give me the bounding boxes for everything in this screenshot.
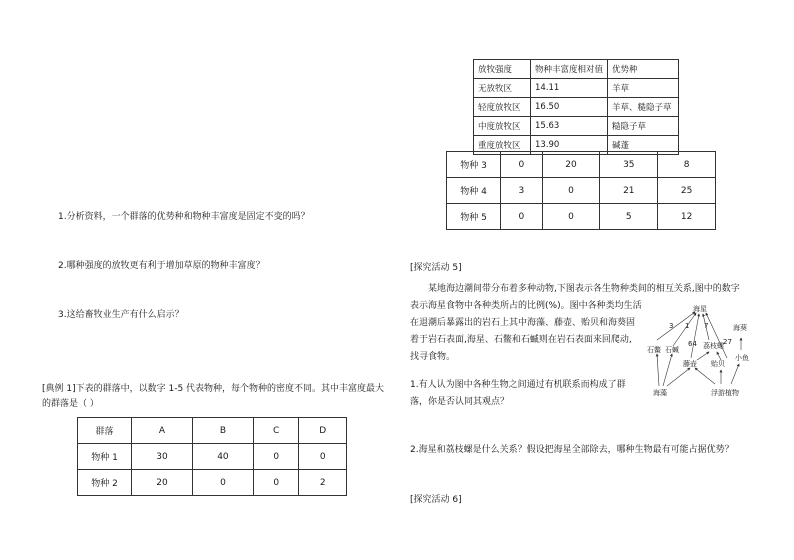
table-cell: 40 <box>192 444 253 470</box>
table-row <box>474 79 679 98</box>
food-web-number: 7 <box>704 322 709 330</box>
table-cell: 0 <box>542 178 600 204</box>
question-2: 2.哪种强度的放牧更有利于增加草原的物种丰富度？ <box>58 261 265 271</box>
paragraph-line: 在退潮后暴露出的岩石上其中海藻、藤壶、贻贝和海葵固 <box>410 318 636 328</box>
table-cell: 糙隐子草 <box>608 117 679 136</box>
food-web-number: 64 <box>688 340 697 348</box>
food-web-number: 1 <box>685 322 690 330</box>
table-header-row <box>78 418 347 444</box>
table-cell: 物种 4 <box>447 178 501 204</box>
table-cell: 12 <box>658 204 716 230</box>
species-table <box>446 151 716 230</box>
table-cell: 轻度放牧区 <box>474 98 531 117</box>
table-cell: 16.50 <box>531 98 608 117</box>
table-cell: 无放牧区 <box>474 79 531 98</box>
table-cell: 0 <box>299 444 347 470</box>
food-web-diagram <box>645 298 755 402</box>
table-header-cell: C <box>253 418 299 444</box>
table-cell: 20 <box>542 152 600 178</box>
paragraph-line: 表示海星食物中各种类所占的比例(%)。图中各种类均生活 <box>410 301 642 311</box>
table-cell: 羊草、糙隐子草 <box>608 98 679 117</box>
table-cell: 8 <box>658 152 716 178</box>
table-row <box>474 98 679 117</box>
node-whelk: 荔枝螺 <box>703 342 724 350</box>
grazing-table <box>473 59 679 155</box>
table-cell: 25 <box>658 178 716 204</box>
table-row <box>78 444 347 470</box>
table-header-cell: 群落 <box>78 418 132 444</box>
node-fish: 小鱼 <box>735 354 749 362</box>
example-line-1: [典例 1]下表的群落中，以数字 1-5 代表物种，每个物种的密度不同。其中丰富度最大 <box>42 384 385 394</box>
table-cell: 0 <box>253 470 299 496</box>
node-plankton: 浮游植物 <box>711 389 739 397</box>
table-cell: 3 <box>501 178 543 204</box>
table-cell: 0 <box>253 444 299 470</box>
table-header-cell: 放牧强度 <box>474 60 531 79</box>
node-limpet: 石蝛 <box>665 346 679 354</box>
food-web-number: 3 <box>669 322 674 330</box>
activity-6-title: [探究活动 6] <box>410 495 462 505</box>
paragraph-line: 着于岩石表面,海星、石鳖和石蝛则在岩石表面来回爬动, <box>410 335 632 345</box>
node-barnacle: 藤壶 <box>683 360 697 368</box>
table-cell: 2 <box>299 470 347 496</box>
question-1: 1.分析资料，一个群落的优势种和物种丰富度是固定不变的吗？ <box>58 212 310 222</box>
community-table <box>77 417 347 496</box>
table-cell: 0 <box>501 204 543 230</box>
table-cell: 碱蓬 <box>608 136 679 155</box>
example-line-2: 的群落是（ ） <box>42 399 99 409</box>
table-row <box>78 470 347 496</box>
table-cell: 物种 1 <box>78 444 132 470</box>
table-header-cell: D <box>299 418 347 444</box>
table-row <box>447 204 716 230</box>
table-cell: 35 <box>600 152 658 178</box>
table-header-cell: A <box>132 418 193 444</box>
table-cell: 21 <box>600 178 658 204</box>
table-row <box>447 152 716 178</box>
node-anemone: 海葵 <box>733 324 747 332</box>
table-cell: 5 <box>600 204 658 230</box>
table-cell: 中度放牧区 <box>474 117 531 136</box>
table-row <box>447 178 716 204</box>
table-cell: 0 <box>192 470 253 496</box>
table-cell: 0 <box>542 204 600 230</box>
table-cell: 重度放牧区 <box>474 136 531 155</box>
paragraph-line: 某地海边潮间带分布着多种动物,下图表示各生物种类间的相互关系,图中的数字 <box>428 284 740 294</box>
question-3: 3.这给畜牧业生产有什么启示？ <box>58 310 184 320</box>
activity-5-question-1-line-2: 落，你是否认同其观点？ <box>410 397 510 407</box>
table-cell: 15.63 <box>531 117 608 136</box>
activity-5-title: [探究活动 5] <box>410 263 462 273</box>
table-cell: 14.11 <box>531 79 608 98</box>
table-cell: 羊草 <box>608 79 679 98</box>
table-header-cell: 优势种 <box>608 60 679 79</box>
table-cell: 物种 2 <box>78 470 132 496</box>
table-header-cell: 物种丰富度相对值 <box>531 60 608 79</box>
table-cell: 0 <box>501 152 543 178</box>
food-web-number: 27 <box>723 338 732 346</box>
table-cell: 13.90 <box>531 136 608 155</box>
table-header-row <box>474 60 679 79</box>
node-starfish: 海星 <box>693 305 707 313</box>
activity-5-question-1-line-1: 1.有人认为图中各种生物之间通过有机联系而构成了群 <box>410 380 626 390</box>
table-row <box>474 117 679 136</box>
activity-5-question-2: 2.海星和荔枝螺是什么关系？假设把海星全部除去，哪种生物最有可能占据优势？ <box>410 445 734 455</box>
table-cell: 20 <box>132 470 193 496</box>
table-header-cell: B <box>192 418 253 444</box>
table-cell: 物种 3 <box>447 152 501 178</box>
paragraph-line: 找寻食物。 <box>410 352 456 362</box>
node-chiton: 石鳖 <box>647 346 661 354</box>
table-cell: 30 <box>132 444 193 470</box>
node-seaweed: 海藻 <box>653 389 667 397</box>
node-mussel: 贻贝 <box>711 360 725 368</box>
table-cell: 物种 5 <box>447 204 501 230</box>
